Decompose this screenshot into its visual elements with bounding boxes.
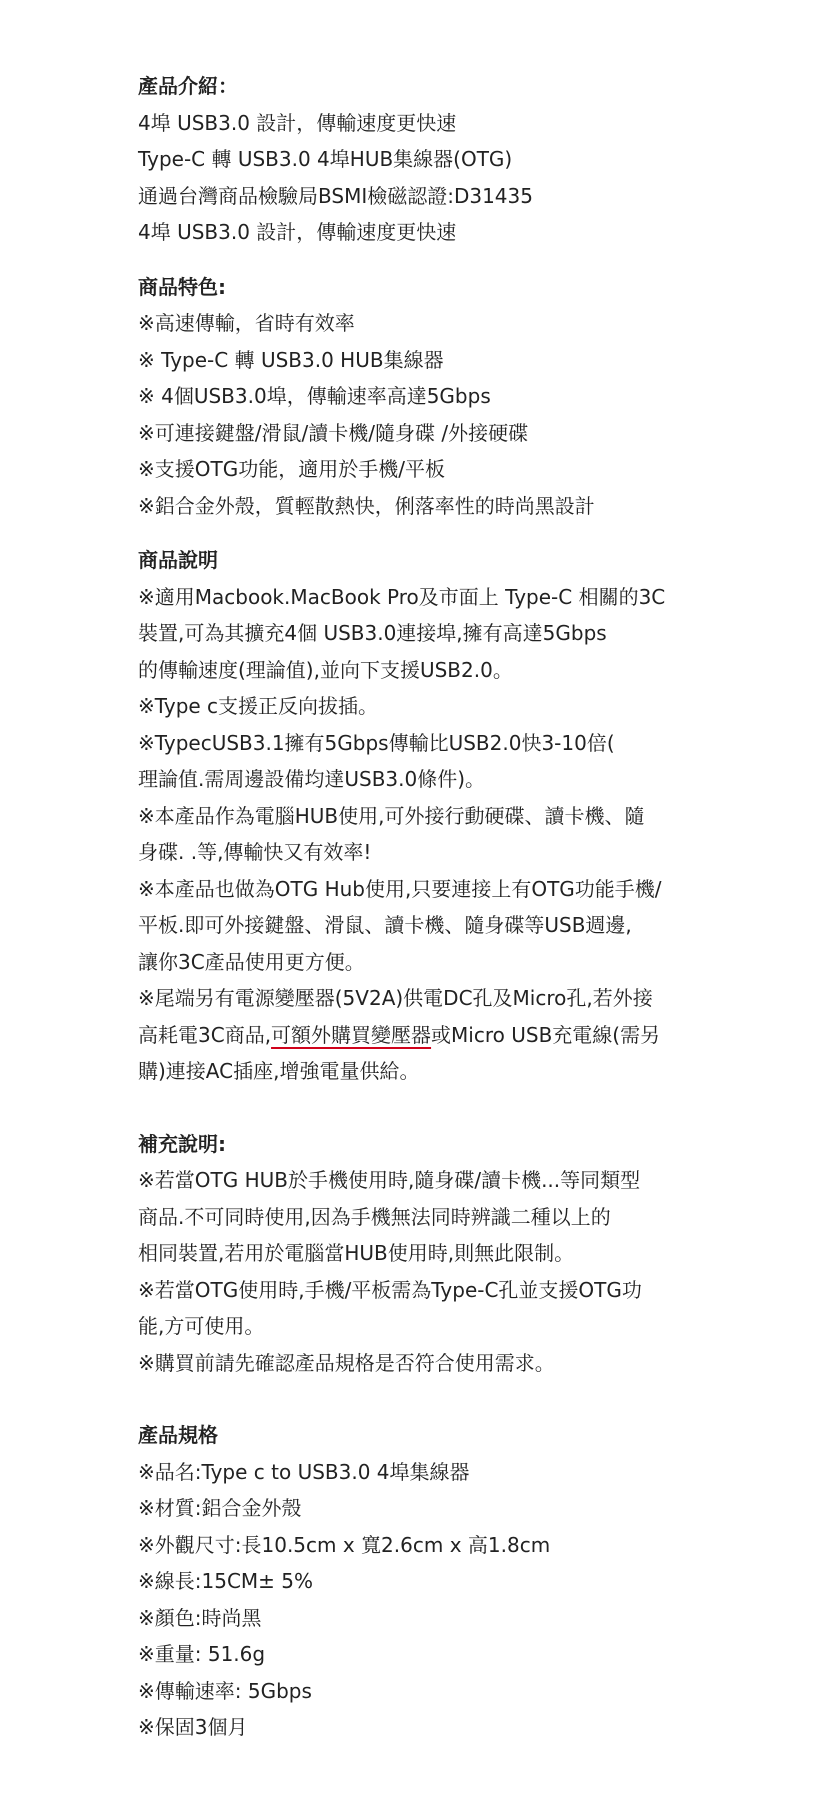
supplement-line: ※購買前請先確認產品規格是否符合使用需求。 <box>138 1350 555 1375</box>
description-line: ※TypecUSB3.1擁有5Gbps傳輸比USB2.0快3-10倍( <box>138 730 615 755</box>
spec-item: ※傳輸速率: 5Gbps <box>138 1678 312 1703</box>
feature-item: ※ Type-C 轉 USB3.0 HUB集線器 <box>138 347 444 372</box>
description-line: ※適用Macbook.MacBook Pro及市面上 Type-C 相關的3C <box>138 584 666 609</box>
feature-item: ※高速傳輸，省時有效率 <box>138 311 355 335</box>
intro-heading: 產品介紹： <box>138 74 238 98</box>
spec-item: ※線長:15CM± 5% <box>138 1569 314 1593</box>
description-line: 購)連接AC插座,增強電量供給。 <box>138 1059 420 1083</box>
feature-item: ※支援OTG功能，適用於手機/平板 <box>138 457 445 481</box>
description-line: 理論值.需周邊設備均達USB3.0條件)。 <box>138 767 486 791</box>
supplement-section <box>138 1126 738 1382</box>
features-section <box>138 269 738 525</box>
spec-item: ※重量: 51.6g <box>138 1642 266 1666</box>
features-heading: 商品特色: <box>138 274 226 299</box>
description-line: 裝置,可為其擴充4個 USB3.0連接埠,擁有高達5Gbps <box>138 621 607 645</box>
description-line: ※Type c支援正反向拔插。 <box>138 694 379 718</box>
spec-item: ※顏色:時尚黑 <box>138 1605 262 1630</box>
spec-item: ※保固3個月 <box>138 1715 248 1739</box>
spec-item: ※材質:鋁合金外殼 <box>138 1496 302 1520</box>
feature-item: ※ 4個USB3.0埠，傳輸速率高達5Gbps <box>138 384 491 408</box>
intro-line: Type-C 轉 USB3.0 4埠HUB集線器(OTG) <box>138 147 513 171</box>
spec-item: ※外觀尺寸:長10.5cm x 寬2.6cm x 高1.8cm <box>138 1532 551 1557</box>
specs-section <box>138 1417 738 1746</box>
description-text-before: 高耗電3C商品, <box>138 1022 272 1047</box>
supplement-line: 能,方可使用。 <box>138 1314 265 1338</box>
intro-line: 通過台灣商品檢驗局BSMI檢磁認證:D31435 <box>138 183 533 208</box>
description-line: 平板.即可外接鍵盤、滑鼠、讀卡機、隨身碟等USB週邊, <box>138 913 632 937</box>
description-line: 的傳輸速度(理論值),並向下支援USB2.0。 <box>138 657 513 682</box>
intro-line: 4埠 USB3.0 設計，傳輸速度更快速 <box>138 220 457 244</box>
supplement-heading: 補充說明: <box>138 1131 226 1156</box>
intro-section <box>138 68 738 251</box>
description-line: ※本產品作為電腦HUB使用,可外接行動硬碟、讀卡機、隨 <box>138 803 645 828</box>
description-line: ※本產品也做為OTG Hub使用,只要連接上有OTG功能手機/ <box>138 876 662 901</box>
description-heading: 商品說明 <box>138 548 218 572</box>
supplement-line: ※若當OTG使用時,手機/平板需為Type-C孔並支援OTG功 <box>138 1277 642 1302</box>
description-line: 讓你3C產品使用更方便。 <box>138 949 365 974</box>
description-line: ※尾端另有電源變壓器(5V2A)供電DC孔及Micro孔,若外接 <box>138 986 653 1010</box>
feature-item: ※可連接鍵盤/滑鼠/讀卡機/隨身碟 /外接硬碟 <box>138 420 529 445</box>
description-section <box>138 542 738 1090</box>
adapter-underlined-text: 可額外購買變壓器 <box>271 1022 432 1047</box>
feature-item: ※鋁合金外殼，質輕散熱快，俐落率性的時尚黑設計 <box>138 493 595 518</box>
description-line-underlined <box>138 1017 738 1054</box>
intro-line: 4埠 USB3.0 設計，傳輸速度更快速 <box>138 110 457 135</box>
supplement-line: 商品.不可同時使用,因為手機無法同時辨識二種以上的 <box>138 1204 611 1229</box>
description-text-after: 或Micro USB充電線(需另 <box>431 1022 661 1047</box>
supplement-line: ※若當OTG HUB於手機使用時,隨身碟/讀卡機...等同類型 <box>138 1168 641 1192</box>
spec-item: ※品名:Type c to USB3.0 4埠集線器 <box>138 1459 470 1484</box>
supplement-line: 相同裝置,若用於電腦當HUB使用時,則無此限制。 <box>138 1241 575 1265</box>
description-line: 身碟. .等,傳輸快又有效率! <box>138 840 372 864</box>
specs-heading: 產品規格 <box>138 1423 218 1447</box>
